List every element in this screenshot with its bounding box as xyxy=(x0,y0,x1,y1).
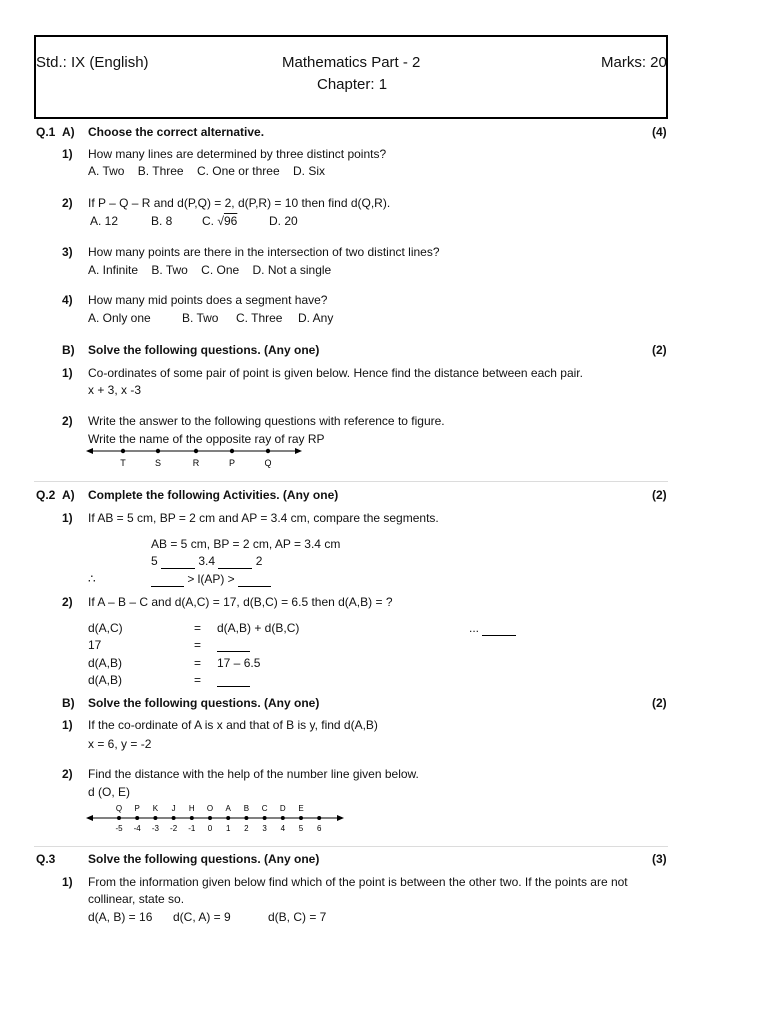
arrow-right-icon xyxy=(337,815,344,821)
point-letter: D xyxy=(279,804,286,813)
point-letter: K xyxy=(152,804,159,813)
point-letter: J xyxy=(171,804,176,813)
tick-number: 3 xyxy=(262,824,267,833)
question-text: How many points are there in the intersection of two distinct lines? xyxy=(88,245,440,259)
blank xyxy=(482,621,516,636)
question-number: 1) xyxy=(62,147,73,161)
question-subtext: d (O, E) xyxy=(88,785,131,799)
question-subtext: Write the name of the opposite ray of ray RP xyxy=(88,432,325,446)
question-subtext: x = 6, y = -2 xyxy=(88,737,152,751)
q1-b-title: Solve the following questions. (Any one) xyxy=(88,343,320,357)
sqrt-icon: √ xyxy=(217,214,224,228)
tick-number: -4 xyxy=(133,824,141,833)
sqrt-radicand: 96 xyxy=(223,214,238,228)
question-subtext: x + 3, x -3 xyxy=(88,383,142,397)
point-label: Q xyxy=(264,458,272,468)
point-label: T xyxy=(120,458,126,468)
question-number: 2) xyxy=(62,767,73,781)
q2-a-marks: (2) xyxy=(652,488,667,502)
point-label: P xyxy=(228,458,236,468)
q1-b-label: B) xyxy=(62,343,75,357)
calc-left: d(A,B) xyxy=(88,673,123,687)
q3-title: Solve the following questions. (Any one) xyxy=(88,852,320,866)
q1-a-label: A) xyxy=(62,125,75,139)
tick-number: 5 xyxy=(298,824,304,833)
option-c: C. Three xyxy=(236,311,283,325)
section-divider xyxy=(34,481,668,482)
tick-dot xyxy=(153,816,157,820)
tick-number: -1 xyxy=(188,824,196,833)
question-number: 1) xyxy=(62,366,73,380)
question-text: From the information given below find which of the point is between the other two. If the points are not xyxy=(88,875,628,889)
blank xyxy=(151,572,184,587)
tick-number: 4 xyxy=(280,824,286,833)
point-letter: O xyxy=(206,804,214,813)
q2-a-title: Complete the following Activities. (Any one) xyxy=(88,488,339,502)
question-number: 1) xyxy=(62,875,73,889)
question-text: If the co-ordinate of A is x and that of B is y, find d(A,B) xyxy=(88,718,378,732)
tick-dot xyxy=(117,816,121,820)
tick-dot xyxy=(190,816,194,820)
tick-number: 6 xyxy=(316,824,322,833)
section-divider xyxy=(34,846,668,847)
q1-number: Q.1 xyxy=(36,125,56,139)
question-text: How many mid points does a segment have? xyxy=(88,293,328,307)
ray-figure xyxy=(86,444,306,470)
option-a: A. 12 xyxy=(90,214,119,228)
marks-total: Marks: 20 xyxy=(601,54,667,71)
calc-equals: = xyxy=(194,621,202,635)
question-text: How many lines are determined by three distinct points? xyxy=(88,147,387,161)
question-text: Write the answer to the following questions with reference to figure. xyxy=(88,414,445,428)
point-letter: E xyxy=(298,804,304,813)
point-letter: B xyxy=(243,804,250,813)
q1-a-marks: (4) xyxy=(652,125,667,139)
option-b: B. Two xyxy=(182,311,219,325)
question-number: 2) xyxy=(62,595,73,609)
q2-a-label: A) xyxy=(62,488,75,502)
tick-number: 1 xyxy=(225,824,231,833)
question-text: Co-ordinates of some pair of point is given below. Hence find the distance between each pair. xyxy=(88,366,583,380)
calc-note: ... xyxy=(469,621,516,636)
tick-dot xyxy=(263,816,267,820)
activity-line: > l(AP) > xyxy=(151,572,271,587)
tick-dot xyxy=(208,816,212,820)
blank xyxy=(217,673,250,687)
point-dot xyxy=(156,449,160,453)
question-number: 4) xyxy=(62,293,73,307)
calc-equals: = xyxy=(194,673,202,687)
q1-b-marks: (2) xyxy=(652,343,667,357)
question-number: 2) xyxy=(62,196,73,210)
option-c: C. √96 xyxy=(202,214,238,228)
blank xyxy=(217,638,250,652)
question-options: A. Two B. Three C. One or three D. Six xyxy=(88,164,325,178)
option-d: D. Any xyxy=(298,311,334,325)
q2-number: Q.2 xyxy=(36,488,56,502)
question-number: 1) xyxy=(62,718,73,732)
tick-dot xyxy=(244,816,248,820)
tick-dot xyxy=(226,816,230,820)
point-dot xyxy=(121,449,125,453)
therefore-symbol: ∴ xyxy=(88,572,96,586)
tick-number: -3 xyxy=(151,824,159,833)
q3-marks: (3) xyxy=(652,852,667,866)
question-text: If AB = 5 cm, BP = 2 cm and AP = 3.4 cm, compare the segments. xyxy=(88,511,439,525)
question-text-cont: collinear, state so. xyxy=(88,892,185,906)
point-dot xyxy=(230,449,234,453)
calc-right: 17 – 6.5 xyxy=(217,656,261,670)
blank xyxy=(218,554,252,569)
calc-right: d(A,B) + d(B,C) xyxy=(217,621,300,635)
point-letter: C xyxy=(261,804,268,813)
distance-given: d(C, A) = 9 xyxy=(173,910,231,924)
calc-left: 17 xyxy=(88,638,102,652)
option-d: D. 20 xyxy=(269,214,298,228)
point-letter: H xyxy=(188,804,195,813)
calc-left: d(A,B) xyxy=(88,656,123,670)
question-number: 2) xyxy=(62,414,73,428)
arrow-right-icon xyxy=(295,448,302,454)
option-a: A. Only one xyxy=(88,311,151,325)
question-text: Find the distance with the help of the number line given below. xyxy=(88,767,419,781)
activity-line: AB = 5 cm, BP = 2 cm, AP = 3.4 cm xyxy=(151,537,341,551)
distance-given: d(A, B) = 16 xyxy=(88,910,153,924)
tick-number: -5 xyxy=(115,824,123,833)
point-dot xyxy=(266,449,270,453)
tick-dot xyxy=(172,816,176,820)
q2-b-title: Solve the following questions. (Any one) xyxy=(88,696,320,710)
tick-numbers xyxy=(115,824,322,833)
arrow-left-icon xyxy=(86,448,93,454)
point-label: R xyxy=(192,458,200,468)
calc-equals: = xyxy=(194,638,202,652)
blank xyxy=(161,554,195,569)
std-label: Std.: IX (English) xyxy=(36,54,149,71)
point-letter: P xyxy=(134,804,140,813)
question-text: If P – Q – R and d(P,Q) = 2, d(P,R) = 10 then find d(Q,R). xyxy=(88,196,391,210)
tick-dot xyxy=(317,816,321,820)
point-letter: A xyxy=(225,804,231,813)
tick-dot xyxy=(281,816,285,820)
tick-dot xyxy=(299,816,303,820)
tick-dot xyxy=(135,816,139,820)
subject-title: Mathematics Part - 2 xyxy=(282,54,421,71)
distance-given: d(B, C) = 7 xyxy=(268,910,327,924)
point-letters xyxy=(116,804,304,813)
calc-equals: = xyxy=(194,656,202,670)
point-label: S xyxy=(154,458,162,468)
option-b: B. 8 xyxy=(151,214,173,228)
question-text: If A – B – C and d(A,C) = 17, d(B,C) = 6.5 then d(A,B) = ? xyxy=(88,595,393,609)
number-line-figure xyxy=(86,800,348,836)
question-number: 3) xyxy=(62,245,73,259)
calc-left: d(A,C) xyxy=(88,621,123,635)
activity-line: 5 3.4 2 xyxy=(151,554,263,568)
blank xyxy=(238,572,271,587)
q2-b-label: B) xyxy=(62,696,75,710)
q1-a-title: Choose the correct alternative. xyxy=(88,125,265,139)
chapter-label: Chapter: 1 xyxy=(317,76,388,93)
question-number: 1) xyxy=(62,511,73,525)
question-options: A. Infinite B. Two C. One D. Not a single xyxy=(88,263,332,277)
q3-number: Q.3 xyxy=(36,852,56,866)
arrow-left-icon xyxy=(86,815,93,821)
point-letter: Q xyxy=(115,804,123,813)
tick-number: 0 xyxy=(207,824,213,833)
point-dot xyxy=(194,449,198,453)
tick-number: -2 xyxy=(170,824,178,833)
tick-number: 2 xyxy=(244,824,249,833)
q2-b-marks: (2) xyxy=(652,696,667,710)
